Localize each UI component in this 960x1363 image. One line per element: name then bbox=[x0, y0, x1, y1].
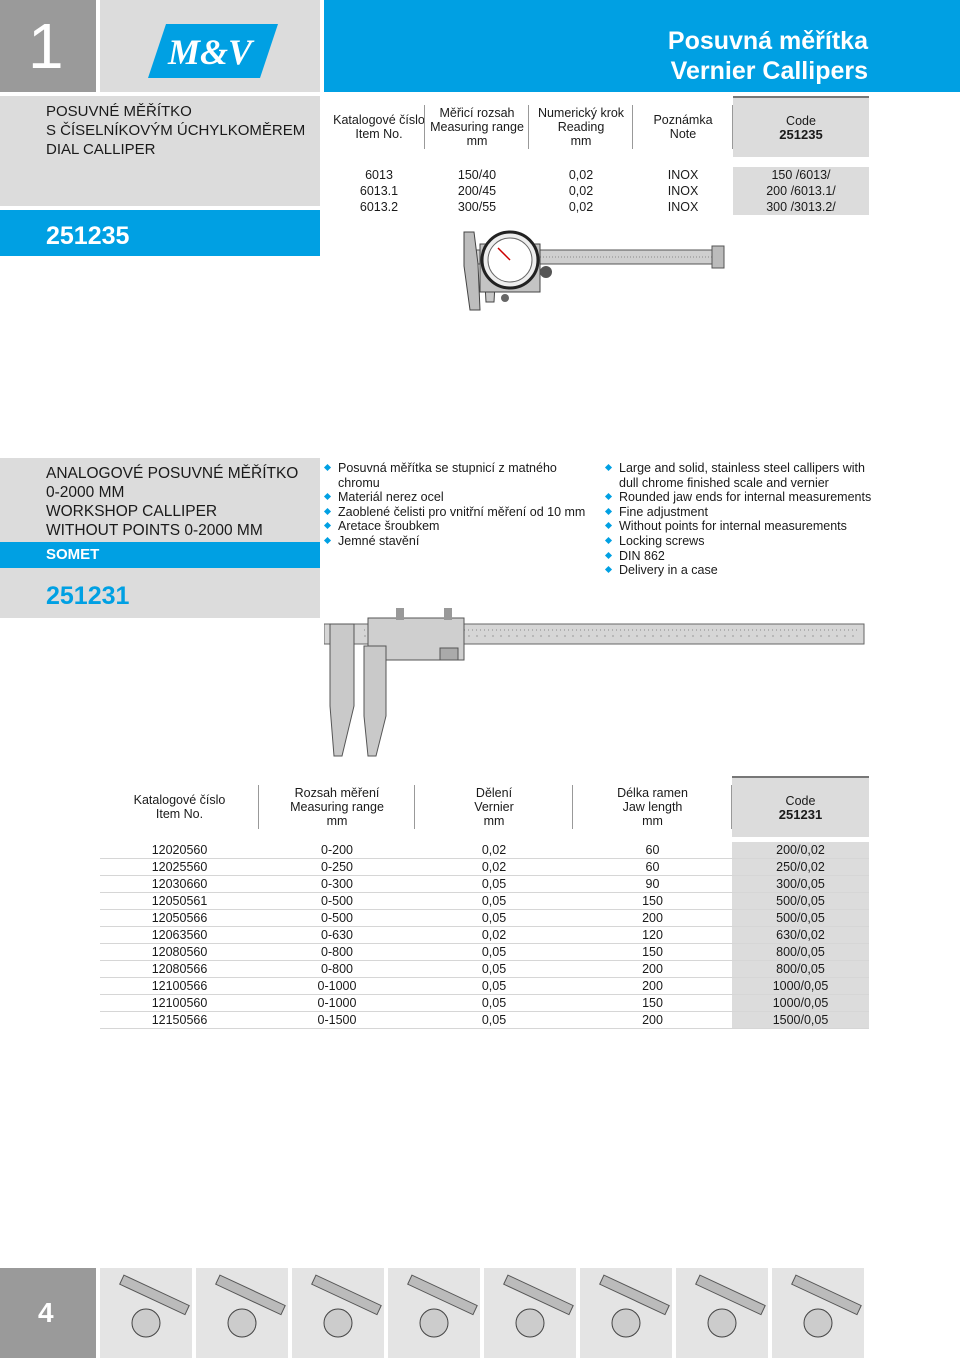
features-en bbox=[605, 461, 875, 578]
table-cell: 12030660 bbox=[100, 876, 259, 893]
title-line: 0-2000 MM bbox=[46, 484, 125, 501]
table-cell: 12025560 bbox=[100, 859, 259, 876]
height-gauge-icon bbox=[388, 1268, 480, 1358]
title-line: WITHOUT POINTS 0-2000 MM bbox=[46, 522, 263, 539]
table-cell: 12150566 bbox=[100, 1012, 259, 1029]
title-line: DIAL CALLIPER bbox=[46, 141, 156, 158]
title-line: ANALOGOVÉ POSUVNÉ MĚŘÍTKO bbox=[46, 465, 299, 482]
micrometer-stand-icon bbox=[580, 1268, 672, 1358]
col-measuring-range: Měřicí rozsah Measuring range mm bbox=[425, 97, 529, 157]
table-row bbox=[100, 944, 869, 961]
col-measuring-range: Rozsah měření Measuring range mm bbox=[259, 777, 415, 837]
table-cell: 12020560 bbox=[100, 842, 259, 859]
table-cell: 0-1000 bbox=[259, 995, 415, 1012]
table-row bbox=[100, 893, 869, 910]
table-cell: 200 bbox=[573, 910, 732, 927]
table-row bbox=[100, 1012, 869, 1029]
table-cell: 500/0,05 bbox=[732, 910, 869, 927]
table-cell: 1000/0,05 bbox=[732, 995, 869, 1012]
col-item-no: Katalogové číslo Item No. bbox=[100, 777, 259, 837]
table-row: 6013.1 200/45 0,02 INOX 200 /6013.1/ bbox=[333, 183, 869, 199]
table-cell: 12063560 bbox=[100, 927, 259, 944]
col-reading: Numerický krok Reading mm bbox=[529, 97, 633, 157]
table-cell: 0,05 bbox=[415, 944, 573, 961]
table-cell: 0,02 bbox=[415, 927, 573, 944]
table-cell: 0,05 bbox=[415, 995, 573, 1012]
col-item-no: Katalogové číslo Item No. bbox=[333, 97, 425, 157]
table-cell: 0,05 bbox=[415, 961, 573, 978]
svg-text:M&V: M&V bbox=[167, 32, 253, 72]
brand-somet: SOMET bbox=[0, 542, 320, 568]
title-line: POSUVNÉ MĚŘÍTKO bbox=[46, 103, 192, 120]
table-cell: 12050561 bbox=[100, 893, 259, 910]
col-code: Code 251231 bbox=[732, 777, 869, 837]
table-cell: 800/0,05 bbox=[732, 961, 869, 978]
title-cz: Posuvná měřítka bbox=[667, 27, 868, 55]
table-row bbox=[100, 910, 869, 927]
table-cell: 0-800 bbox=[259, 944, 415, 961]
dial-calliper-image bbox=[450, 226, 730, 318]
chapter-number: 1 bbox=[0, 0, 96, 92]
list-item: Zaoblené čelisti pro vnitřní měření od 10 mm bbox=[324, 505, 594, 520]
table-cell: 630/0,02 bbox=[732, 927, 869, 944]
table-cell: 0-500 bbox=[259, 910, 415, 927]
table-cell: 1500/0,05 bbox=[732, 1012, 869, 1029]
table-cell: 200/0,02 bbox=[732, 842, 869, 859]
digital-calliper-icon bbox=[196, 1268, 288, 1358]
table-cell: 90 bbox=[573, 876, 732, 893]
list-item: Rounded jaw ends for internal measurements bbox=[605, 490, 875, 505]
table-cell: 12050566 bbox=[100, 910, 259, 927]
table-cell: 60 bbox=[573, 859, 732, 876]
depth-gauge-icon bbox=[292, 1268, 384, 1358]
workshop-calliper-table bbox=[100, 776, 869, 1029]
section1-code: 251235 bbox=[0, 210, 320, 256]
table-row bbox=[100, 927, 869, 944]
col-note: Poznámka Note bbox=[633, 97, 733, 157]
table-cell: 250/0,02 bbox=[732, 859, 869, 876]
table-cell: 0-1000 bbox=[259, 978, 415, 995]
table-row bbox=[100, 995, 869, 1012]
list-item: Aretace šroubkem bbox=[324, 519, 594, 534]
table-row bbox=[100, 961, 869, 978]
title-line: WORKSHOP CALLIPER bbox=[46, 503, 218, 520]
logo-area bbox=[100, 0, 320, 92]
table-cell: 150 bbox=[573, 893, 732, 910]
features-cz bbox=[324, 461, 594, 549]
table-row bbox=[100, 876, 869, 893]
table-cell: 200 bbox=[573, 1012, 732, 1029]
table-cell: 0-630 bbox=[259, 927, 415, 944]
page-number: 4 bbox=[0, 1268, 96, 1358]
list-item: Jemné stavění bbox=[324, 534, 594, 549]
micrometer-icon bbox=[484, 1268, 576, 1358]
table-cell: 300/0,05 bbox=[732, 876, 869, 893]
table-cell: 0,02 bbox=[415, 842, 573, 859]
mv-logo-icon bbox=[148, 24, 278, 78]
table-cell: 0-1500 bbox=[259, 1012, 415, 1029]
catalog-title bbox=[324, 0, 960, 92]
table-cell: 0,05 bbox=[415, 1012, 573, 1029]
table-cell: 12100560 bbox=[100, 995, 259, 1012]
list-item: Delivery in a case bbox=[605, 563, 875, 578]
section2-code: 251231 bbox=[46, 582, 130, 610]
table-cell: 800/0,05 bbox=[732, 944, 869, 961]
table-cell: 12100566 bbox=[100, 978, 259, 995]
workshop-calliper-image bbox=[324, 606, 868, 766]
list-item: DIN 862 bbox=[605, 549, 875, 564]
table-cell: 150 bbox=[573, 995, 732, 1012]
table-cell: 0,05 bbox=[415, 876, 573, 893]
table-cell: 0-500 bbox=[259, 893, 415, 910]
table-cell: 0-250 bbox=[259, 859, 415, 876]
table-row bbox=[100, 842, 869, 859]
col-jaw-length: Délka ramen Jaw length mm bbox=[573, 777, 732, 837]
table-cell: 0,05 bbox=[415, 910, 573, 927]
vernier-calliper-icon bbox=[100, 1268, 192, 1358]
list-item: Posuvná měřítka se stupnicí z matného chromu bbox=[324, 461, 594, 490]
table-cell: 0,05 bbox=[415, 893, 573, 910]
magnetic-stand-icon bbox=[772, 1268, 864, 1358]
table-cell: 0,05 bbox=[415, 978, 573, 995]
table-row: 6013.2 300/55 0,02 INOX 300 /3013.2/ bbox=[333, 199, 869, 215]
section1-title bbox=[0, 96, 320, 206]
list-item: Fine adjustment bbox=[605, 505, 875, 520]
list-item: Materiál nerez ocel bbox=[324, 490, 594, 505]
col-code: Code 251235 bbox=[733, 97, 869, 157]
table-row: 6013 150/40 0,02 INOX 150 /6013/ bbox=[333, 167, 869, 183]
dial-indicator-icon bbox=[676, 1268, 768, 1358]
table-cell: 12080560 bbox=[100, 944, 259, 961]
table-cell: 1000/0,05 bbox=[732, 978, 869, 995]
table-cell: 200 bbox=[573, 961, 732, 978]
table-cell: 150 bbox=[573, 944, 732, 961]
table-cell: 120 bbox=[573, 927, 732, 944]
col-vernier: Dělení Vernier mm bbox=[415, 777, 573, 837]
list-item: Large and solid, stainless steel callipers with dull chrome finished scale and vernier bbox=[605, 461, 875, 490]
table-cell: 12080566 bbox=[100, 961, 259, 978]
table-row bbox=[100, 859, 869, 876]
table-cell: 0-800 bbox=[259, 961, 415, 978]
title-line: S ČÍSELNÍKOVÝM ÚCHYLKOMĚREM bbox=[46, 122, 306, 139]
table-cell: 0-300 bbox=[259, 876, 415, 893]
list-item: Without points for internal measurements bbox=[605, 519, 875, 534]
table-cell: 0-200 bbox=[259, 842, 415, 859]
table-row bbox=[100, 978, 869, 995]
title-en: Vernier Callipers bbox=[670, 57, 868, 85]
list-item: Locking screws bbox=[605, 534, 875, 549]
table-cell: 500/0,05 bbox=[732, 893, 869, 910]
table-cell: 60 bbox=[573, 842, 732, 859]
dial-calliper-table bbox=[333, 96, 869, 215]
table-cell: 200 bbox=[573, 978, 732, 995]
table-cell: 0,02 bbox=[415, 859, 573, 876]
